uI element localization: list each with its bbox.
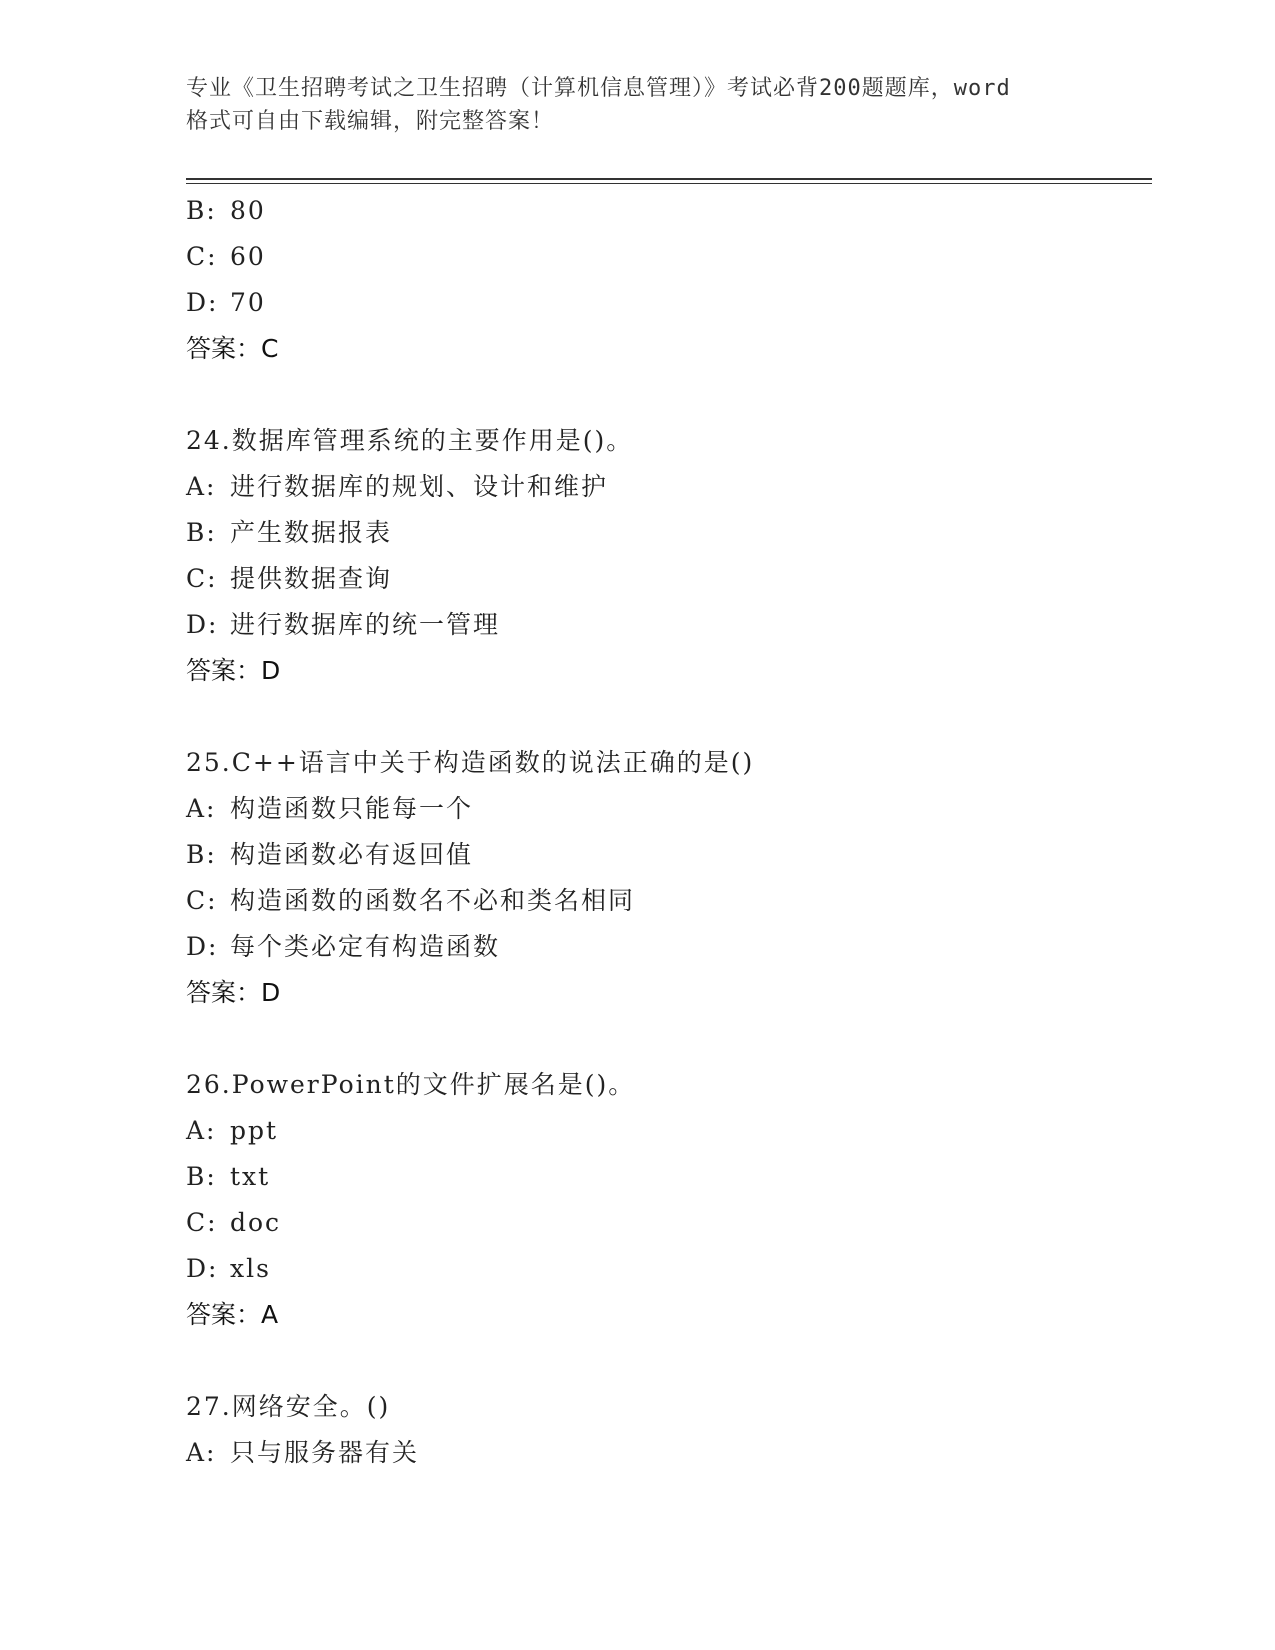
q23-answer: 答案：C [186, 334, 279, 363]
q25-answer: 答案：D [186, 978, 281, 1007]
q23-option-c: C: 60 [186, 242, 266, 271]
q26-question: 26.PowerPoint的文件扩展名是()。 [186, 1070, 636, 1099]
q24-option-c: C: 提供数据查询 [186, 564, 393, 593]
q26-option-c: C: doc [186, 1208, 282, 1237]
q26-option-d: D: xls [186, 1254, 271, 1283]
header-line-2: 格式可自由下载编辑，附完整答案！ [186, 109, 555, 134]
header-line-1: 专业《卫生招聘考试之卫生招聘（计算机信息管理）》考试必背200题题库，word [186, 76, 1011, 101]
header-rule-thick [186, 178, 1152, 180]
q24-answer: 答案：D [186, 656, 281, 685]
q25-option-a: A: 构造函数只能每一个 [186, 794, 474, 823]
q25-question: 25.C++语言中关于构造函数的说法正确的是() [186, 748, 755, 777]
q26-option-b: B: txt [186, 1162, 271, 1191]
document-header [186, 72, 1086, 138]
q24-option-d: D: 进行数据库的统一管理 [186, 610, 501, 639]
q24-question: 24.数据库管理系统的主要作用是()。 [186, 426, 634, 455]
q25-option-c: C: 构造函数的函数名不必和类名相同 [186, 886, 636, 915]
q26-option-a: A: ppt [186, 1116, 279, 1145]
q26-answer: 答案：A [186, 1300, 279, 1329]
q27-question: 27.网络安全。() [186, 1392, 391, 1421]
question-list [186, 188, 1146, 1476]
q25-option-b: B: 构造函数必有返回值 [186, 840, 474, 869]
q23-option-b: B: 80 [186, 196, 266, 225]
q24-option-b: B: 产生数据报表 [186, 518, 393, 547]
q24-option-a: A: 进行数据库的规划、设计和维护 [186, 472, 609, 501]
q23-option-d: D: 70 [186, 288, 266, 317]
q25-option-d: D: 每个类必定有构造函数 [186, 932, 501, 961]
header-rule-thin [186, 183, 1152, 184]
q27-option-a: A: 只与服务器有关 [186, 1438, 420, 1467]
